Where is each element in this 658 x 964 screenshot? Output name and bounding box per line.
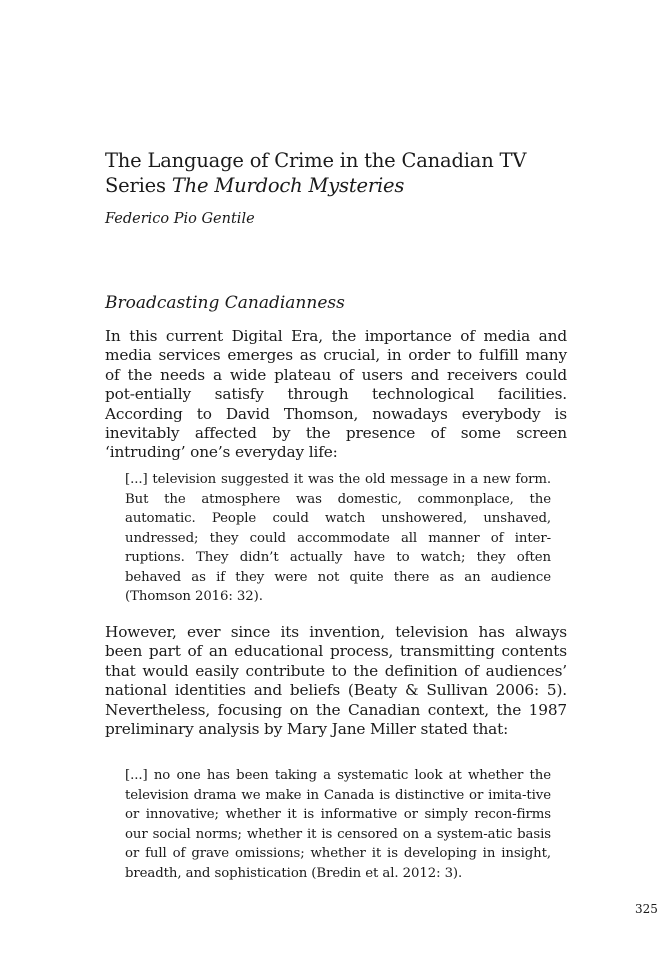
title-line-2-plain: Series [105,174,172,197]
title-line-2-italic: The Murdoch Mysteries [171,174,405,197]
body-paragraph-2: However, ever since its invention, television has always been part of an educational process, transmitting contents that would easily contribute to the definition of audiences’ national identities and beliefs (Beaty & Sullivan 2006: 5). Nevertheless, focusing on the Canadian context, the 1987 preliminary analysis by Mary Jane Miller stated that: [105,623,567,739]
page-number: 325 [635,902,658,916]
block-quote-2: [...] no one has been taking a systematic look at whether the television drama we make in Canada is distinctive or imita-tive or innovative; whether it is informative or simply recon-firms our social norms; whether it is censored on a system-atic basis or full of grave omissions; whether it is developing in insight, breadth, and sophistication (Bredin et al. 2012: 3). [125,768,551,881]
author-name: Federico Pio Gentile [105,211,255,227]
body-paragraph-1: In this current Digital Era, the importance of media and media services emerges as crucial, in order to fulfill many of the needs a wide plateau of users and receivers could pot-entially satisfy through technological facilities. According to David Thomson, nowadays everybody is inevitably affected by the presence of some screen ‘intruding’ one’s everyday life: [105,327,567,462]
section-heading: Broadcasting Canadianness [105,293,345,313]
article-title [105,148,575,198]
title-line-1: The Language of Crime in the Canadian TV [105,149,527,172]
block-quote-1: [...] television suggested it was the old message in a new form. But the atmosphere was domestic, commonplace, the automatic. People could watch unshowered, unshaved, undressed; they could accommodate all manner of inter-ruptions. They didn’t actually have to watch; they often behaved as if they were not quite there as an audience (Thomson 2016: 32). [125,472,551,604]
